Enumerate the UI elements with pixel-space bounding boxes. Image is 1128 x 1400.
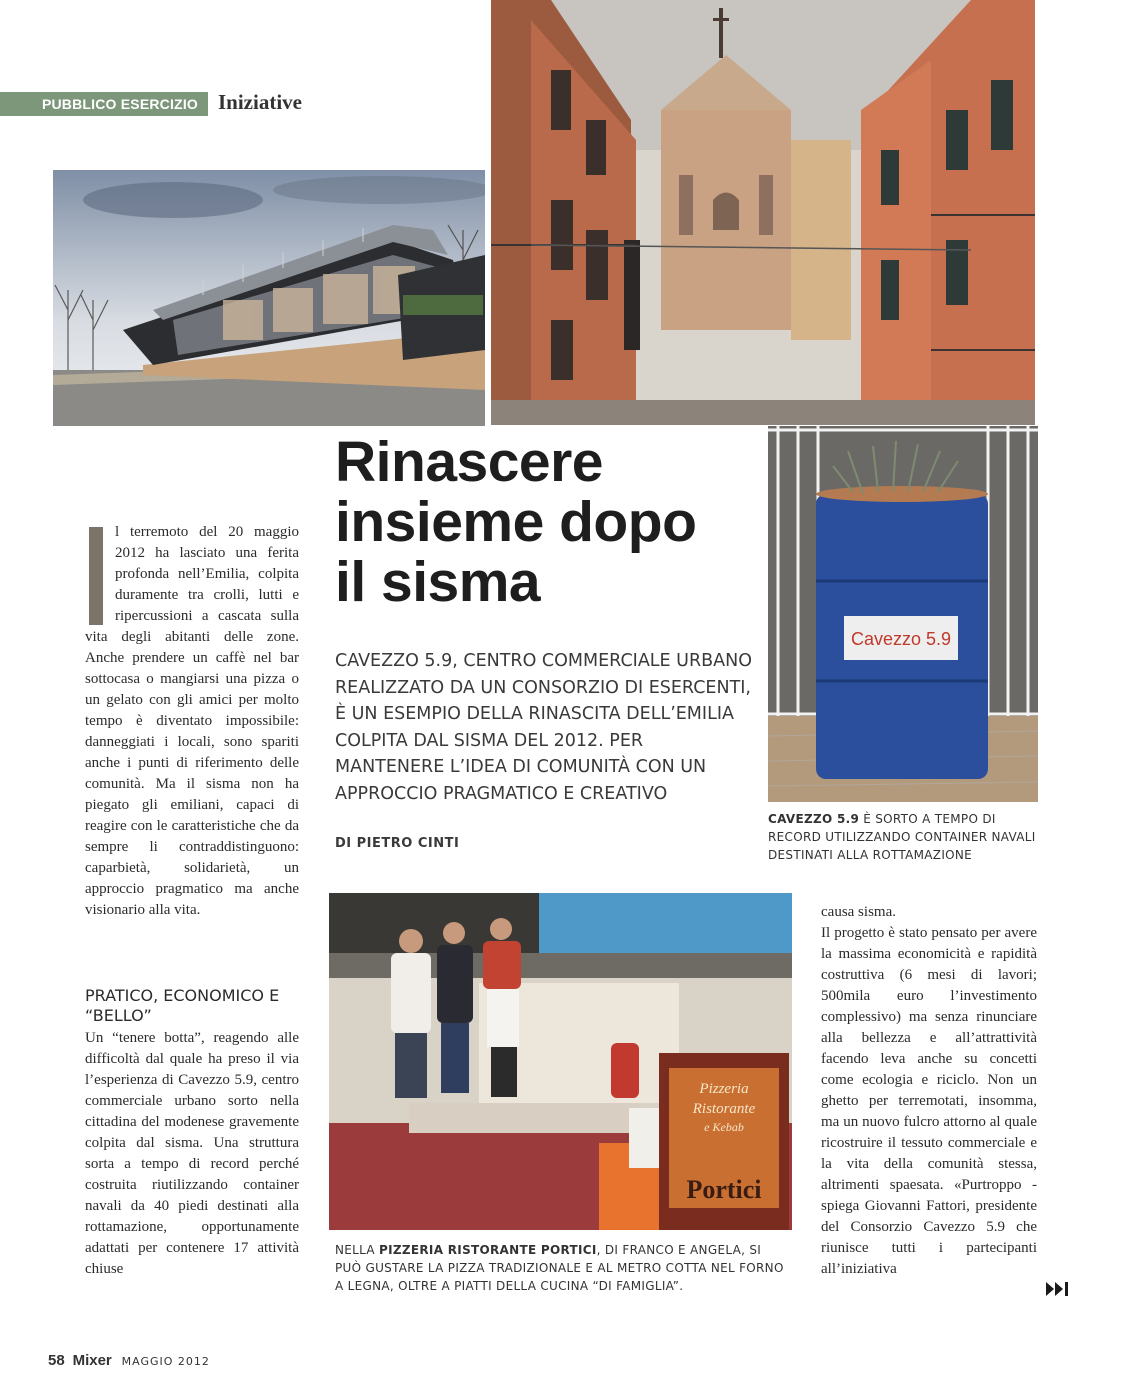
barrel-label-text: Cavezzo 5.9: [850, 629, 952, 649]
menu-title-1: Pizzeria: [699, 1081, 749, 1097]
body-column-3: [821, 902, 1037, 1280]
body-para-2: Un “tenere botta”, reagendo alle difficoltà dal quale ha preso il via l’esperienza di Cavezzo 5.9, centro commerciale urbano sorto nella cittadina del modenese gravemente colpita dal sisma. Una struttura sorta a tempo di record perché costruita riutilizzando container navali da 40 piedi destinati alla rottamazione, opportunamente adattati per contenere 17 attività chiuse: [85, 1030, 299, 1277]
magazine-name: Mixer: [72, 1352, 112, 1369]
photo-pizzeria: [329, 893, 792, 1230]
intro-text: l terremoto del 20 maggio 2012 ha lasciato una ferita profonda nell’Emilia, colpita duramente tra crolli, lutti e ripercussioni a cascata sulla vita degli abitanti delle zone. Anche prendere un caffè nel bar sottocasa o mangiarsi una pizza o un gelato con gli amici per molto tempo è diventato impossibile: danneggiati i locali, sono spariti anche i punti di riferimento delle comunità. Ma il sisma non ha piegato gli emiliani, capaci di reagire con le caratteristiche che da sempre li contraddistinguono: caparbietà, solidarietà, un approccio pragmatico ma anche visionario alla vita.: [85, 524, 299, 918]
body-intro: [85, 522, 299, 921]
menu-title-2: Ristorante: [692, 1101, 756, 1117]
menu-title-3: e Kebab: [704, 1120, 744, 1134]
section-category: PUBBLICO ESERCIZIO: [0, 92, 208, 116]
byline: DI PIETRO CINTI: [335, 836, 460, 851]
article-dek: CAVEZZO 5.9, CENTRO COMMERCIALE URBANO REALIZZATO DA UN CONSORZIO DI ESERCENTI, È UN ESEMPIO DELLA RINASCITA DELL’EMILIA COLPITA DAL SISMA DEL 2012. PER MANTENERE L’IDEA DI COMUNITÀ CON UN APPROCCIO PRAGMATICO E CREATIVO: [335, 651, 752, 804]
caption-pizzeria-text: , DI FRANCO E ANGELA, SI PUÒ GUSTARE LA PIZZA TRADIZIONALE E AL METRO COTTA NEL FORNO A LEGNA, OLTRE A PIATTI DELLA CUCINA “DI FAMIGLIA”.: [335, 1243, 784, 1293]
headline-line-2: insieme dopo: [335, 490, 697, 554]
continue-arrow-icon: [1046, 1280, 1072, 1298]
headline-line-3: il sisma: [335, 550, 541, 614]
caption-barrel: [768, 810, 1038, 864]
caption-pizzeria-pre: NELLA: [335, 1243, 380, 1257]
col3-para-1: causa sisma.: [821, 904, 896, 920]
page-footer: [48, 1352, 210, 1369]
menu-brand: Portici: [686, 1175, 762, 1204]
photo-blue-barrel: [768, 426, 1038, 802]
page-number: 58: [48, 1352, 65, 1369]
caption-pizzeria-strong: PIZZERIA RISTORANTE PORTICI: [379, 1243, 597, 1257]
headline-line-1: Rinascere: [335, 430, 604, 494]
photo-street-church: [491, 0, 1035, 425]
caption-pizzeria: [335, 1241, 785, 1295]
drop-cap-bar: [89, 527, 103, 625]
col3-para-2: Il progetto è stato pensato per avere la massima economicità e rapidità costruttiva (6 mesi di lavori; 500mila euro l’investimento complessivo) ma senza rinunciare alla bellezza e all’attrattività facendo leva anche su concetti come ecologia e riciclo. Non un ghetto per terremotati, insomma, ma un nuovo fulcro attorno al quale ricostruire il tessuto commerciale e la vita della comunità stessa, altrimenti spaesata. «Purtroppo - spiega Giovanni Fattori, presidente del Consorzio Cavezzo 5.9 che riunisce tutti i partecipanti all’iniziativa: [821, 925, 1037, 1277]
article-headline: [335, 432, 765, 612]
caption-barrel-text: È SORTO A TEMPO DI RECORD UTILIZZANDO CONTAINER NAVALI DESTINATI ALLA ROTTAMAZIONE: [768, 812, 1036, 862]
subhead: PRATICO, ECONOMICO E “BELLO”: [85, 986, 280, 1025]
issue-date: MAGGIO 2012: [121, 1355, 210, 1368]
section-label: Iniziative: [218, 90, 302, 114]
photo-container-mall: [53, 170, 485, 426]
caption-barrel-strong: CAVEZZO 5.9: [768, 812, 860, 826]
